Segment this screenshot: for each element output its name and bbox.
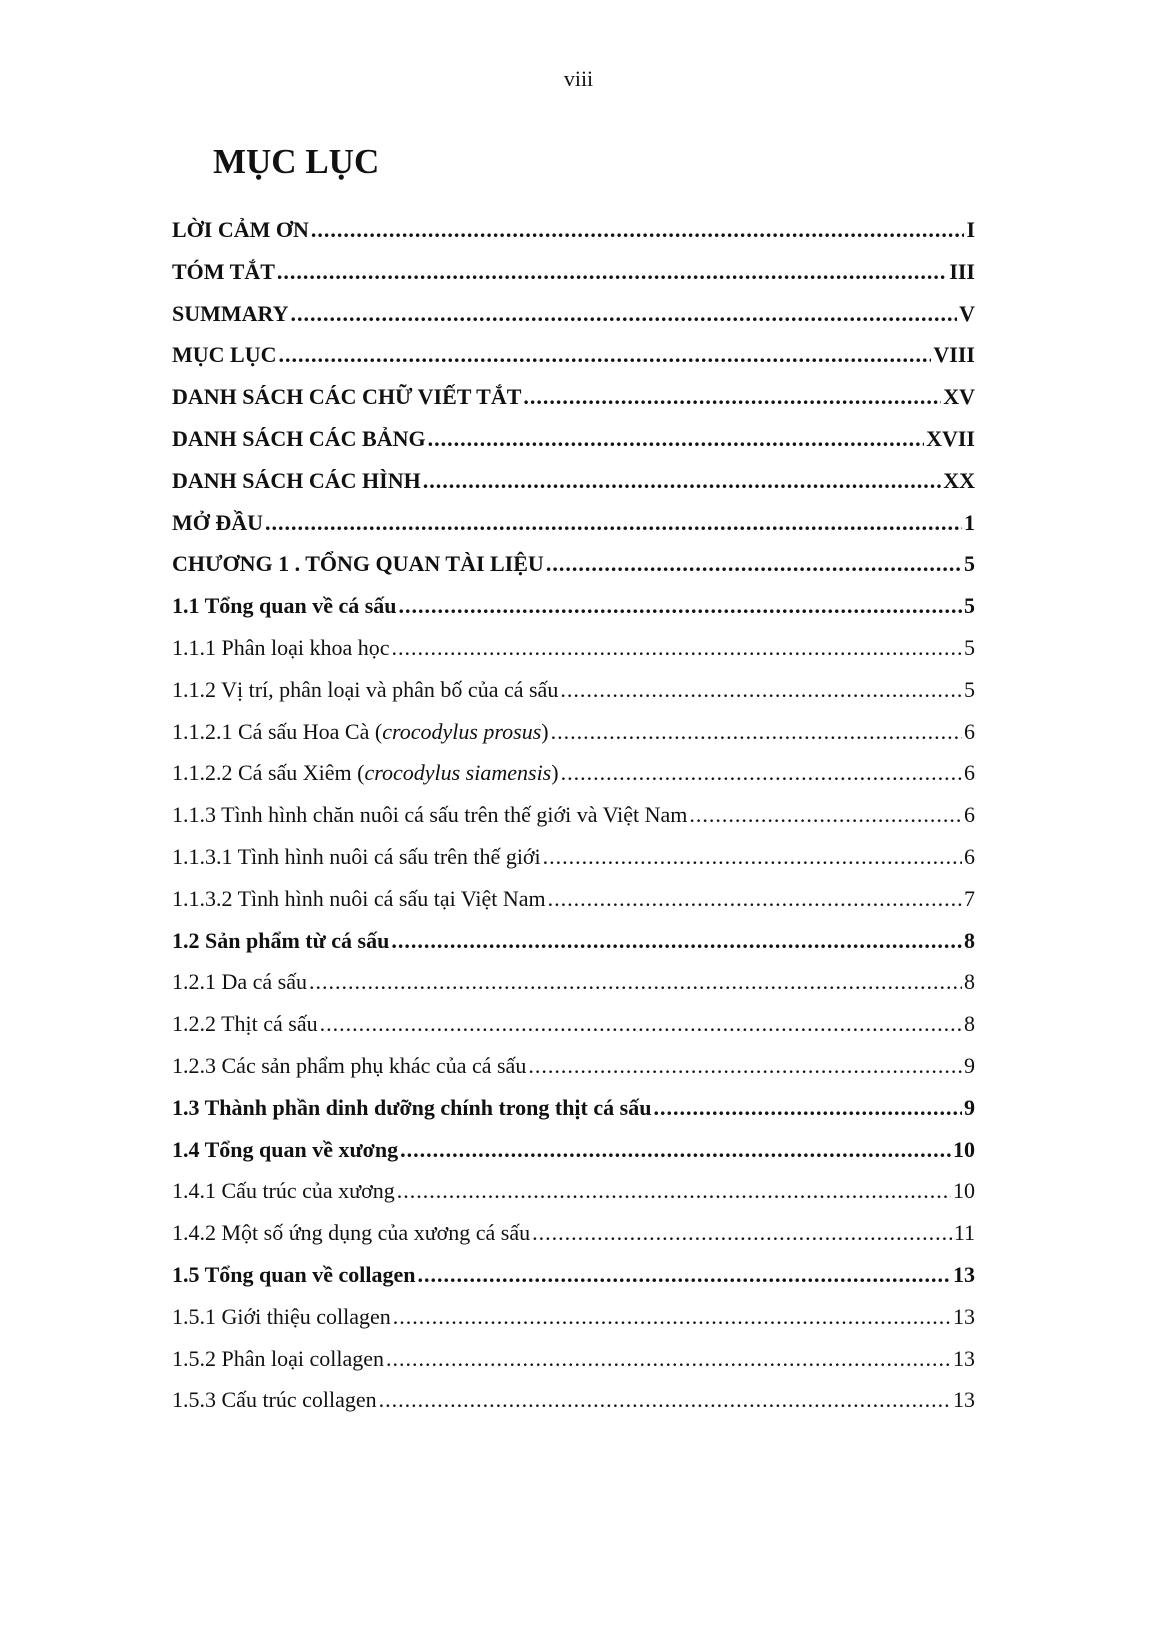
toc-entry-species-name: crocodylus siamensis [364,760,552,786]
toc-entry-page: V [959,300,975,326]
dot-leader [291,296,958,332]
toc-entry-title: DANH SÁCH CÁC HÌNH [172,467,421,493]
toc-entry[interactable] [172,421,975,463]
toc-entry-label [172,212,309,248]
toc-entry-page: XX [943,467,975,493]
toc-entry[interactable] [172,755,975,797]
toc-entry[interactable] [172,588,975,630]
dot-leader [309,964,962,1000]
toc-entry[interactable] [172,254,975,296]
toc-entry-label [172,1173,395,1209]
toc-entry-title: 1.1 Tổng quan về cá sấu [172,593,397,619]
toc-entry-label [172,296,289,332]
toc-entry-title: MỤC LỤC [172,342,277,368]
toc-entry-label [172,546,544,582]
toc-entry-page: VIII [933,342,975,368]
toc-entry[interactable] [172,630,975,672]
toc-entry-label [172,1090,651,1126]
toc-entry-title: DANH SÁCH CÁC CHỮ VIẾT TẮT [172,384,522,410]
toc-entry-title: 1.2 Sản phẩm từ cá sấu [172,927,390,953]
toc-entry-label [172,1341,384,1377]
toc-entry-title: 1.1.2.1 Cá sấu Hoa Cà ( [172,718,383,744]
toc-entry-page: 13 [953,1387,975,1413]
dot-leader [523,379,941,415]
toc-entry[interactable] [172,714,975,756]
dot-leader [528,1048,962,1084]
toc-entry[interactable] [172,1215,975,1257]
toc-entry-page: 6 [964,843,975,869]
toc-entry-title: LỜI CẢM ƠN [172,217,309,242]
toc-entry-label [172,1299,391,1335]
page-number: viii [563,66,594,91]
toc-entry[interactable] [172,881,975,923]
toc-entry-label [172,588,397,624]
toc-entry-page: 5 [964,676,975,702]
dot-leader [393,1299,951,1335]
dot-leader [386,1341,951,1377]
dot-leader [392,630,962,666]
toc-entry-title-suffix: ) [541,718,549,744]
toc-entry-label [172,881,546,917]
dot-leader [277,254,947,290]
dot-leader [379,1382,951,1418]
toc-entry[interactable] [172,337,975,379]
dot-leader [689,797,962,833]
toc-entry-page: 6 [964,718,975,744]
toc-entry-title: DANH SÁCH CÁC BẢNG [172,425,426,451]
toc-entry-label [172,1048,526,1084]
table-of-contents [172,212,975,1424]
toc-entry-page: 6 [964,802,975,828]
toc-entry-title: 1.4.1 Cấu trúc của xương [172,1178,395,1204]
toc-entry-page: XV [943,384,975,410]
dot-leader [423,463,941,499]
toc-entry-page: 10 [953,1136,975,1162]
toc-entry[interactable] [172,379,975,421]
toc-entry[interactable] [172,672,975,714]
toc-entry-title: 1.1.1 Phân loại khoa học [172,634,390,660]
toc-entry-title: MỞ ĐẦU [172,509,264,535]
dot-leader [417,1257,951,1293]
toc-entry-title: 1.5.1 Giới thiệu collagen [172,1303,391,1329]
toc-entry-page: 10 [953,1178,975,1204]
toc-entry-page: 9 [964,1094,975,1120]
toc-entry[interactable] [172,797,975,839]
toc-entry[interactable] [172,1257,975,1299]
toc-entry-title: 1.2.3 Các sản phẩm phụ khác của cá sấu [172,1052,527,1078]
toc-entry-label [172,379,521,415]
toc-entry[interactable] [172,1299,975,1341]
toc-entry[interactable] [172,1006,975,1048]
toc-entry-page: 13 [953,1261,975,1287]
toc-entry[interactable] [172,964,975,1006]
toc-entry-label [172,839,541,875]
toc-entry-page: 11 [953,1220,975,1246]
toc-entry-title: 1.1.2 Vị trí, phân loại và phân bố của cá sấu [172,676,559,702]
dot-leader [546,546,962,582]
toc-entry-label [172,630,390,666]
toc-entry-page: III [949,258,975,284]
toc-entry-page: 8 [964,927,975,953]
toc-entry-page: 9 [964,1052,975,1078]
toc-entry-page: XVII [926,425,975,451]
toc-entry-page: 13 [953,1303,975,1329]
dot-leader [653,1090,962,1126]
toc-entry[interactable] [172,463,975,505]
toc-entry-title: 1.2.1 Da cá sấu [172,969,308,995]
toc-entry-label [172,254,275,290]
toc-entry-label [172,672,558,708]
toc-entry-page: 8 [964,1011,975,1037]
dot-leader [397,1173,951,1209]
toc-entry-title: 1.2.2 Thịt cá sấu [172,1011,318,1037]
toc-entry-species-name: crocodylus prosus [382,718,542,744]
toc-entry-label [172,337,277,373]
toc-entry-label [172,755,559,791]
toc-entry-page: 6 [964,760,975,786]
toc-entry-page: 13 [953,1345,975,1371]
toc-entry-label [172,797,687,833]
toc-entry[interactable] [172,1048,975,1090]
toc-entry-label [172,964,307,1000]
dot-leader [532,1215,952,1251]
toc-entry-title: 1.5.2 Phân loại collagen [172,1345,385,1371]
page-title: MỤC LỤC [213,142,380,181]
toc-entry-page: 8 [964,969,975,995]
toc-entry-page: 5 [964,551,975,577]
toc-entry-page: I [966,217,975,242]
toc-entry-title: 1.1.2.2 Cá sấu Xiêm ( [172,760,365,786]
dot-leader [320,1006,962,1042]
dot-leader [543,839,962,875]
dot-leader [279,337,932,373]
toc-entry[interactable] [172,212,975,254]
dot-leader [428,421,924,457]
toc-entry[interactable] [172,1382,975,1424]
toc-entry[interactable] [172,1090,975,1132]
toc-entry-title: 1.3 Thành phần dinh dưỡng chính trong thịt cá sấu [172,1094,652,1120]
toc-entry[interactable] [172,546,975,588]
toc-entry-title: 1.1.3.1 Tình hình nuôi cá sấu trên thế giới [172,843,541,869]
toc-entry-title: SUMMARY [172,300,289,326]
toc-entry[interactable] [172,1132,975,1174]
dot-leader [560,672,962,708]
dot-leader [400,1132,951,1168]
dot-leader [551,714,962,750]
toc-entry[interactable] [172,923,975,965]
toc-entry-label [172,1257,415,1293]
toc-entry-page: 7 [964,885,975,911]
toc-entry-title: CHƯƠNG 1 . TỔNG QUAN TÀI LIỆU [172,551,544,577]
toc-entry-label [172,1006,318,1042]
toc-entry-label [172,1382,377,1418]
dot-leader [399,588,962,624]
toc-entry-title: 1.5.3 Cấu trúc collagen [172,1387,377,1413]
toc-entry[interactable] [172,505,975,547]
toc-entry-page: 5 [964,593,975,619]
toc-entry-title: TÓM TẮT [172,258,275,284]
toc-entry-label [172,463,421,499]
toc-entry-label [172,923,389,959]
dot-leader [561,755,962,791]
toc-entry-title: 1.1.3.2 Tình hình nuôi cá sấu tại Việt Nam [172,885,546,911]
toc-entry[interactable] [172,839,975,881]
toc-entry-title: 1.4 Tổng quan về xương [172,1136,399,1162]
dot-leader [265,505,962,541]
toc-entry[interactable] [172,1341,975,1383]
toc-entry-label [172,1215,530,1251]
toc-entry-title: 1.5 Tổng quan về collagen [172,1261,416,1287]
toc-entry-label [172,421,426,457]
toc-entry[interactable] [172,296,975,338]
toc-entry[interactable] [172,1173,975,1215]
toc-entry-label [172,1132,398,1168]
toc-entry-title: 1.1.3 Tình hình chăn nuôi cá sấu trên thế giới và Việt Nam [172,802,688,828]
toc-entry-label [172,714,549,750]
dot-leader [391,923,962,959]
dot-leader [548,881,962,917]
toc-entry-page: 5 [964,634,975,660]
toc-entry-label [172,505,263,541]
toc-entry-page: 1 [964,509,975,535]
toc-entry-title-suffix: ) [551,760,559,786]
dot-leader [311,212,965,248]
toc-entry-title: 1.4.2 Một số ứng dụng của xương cá sấu [172,1220,531,1246]
